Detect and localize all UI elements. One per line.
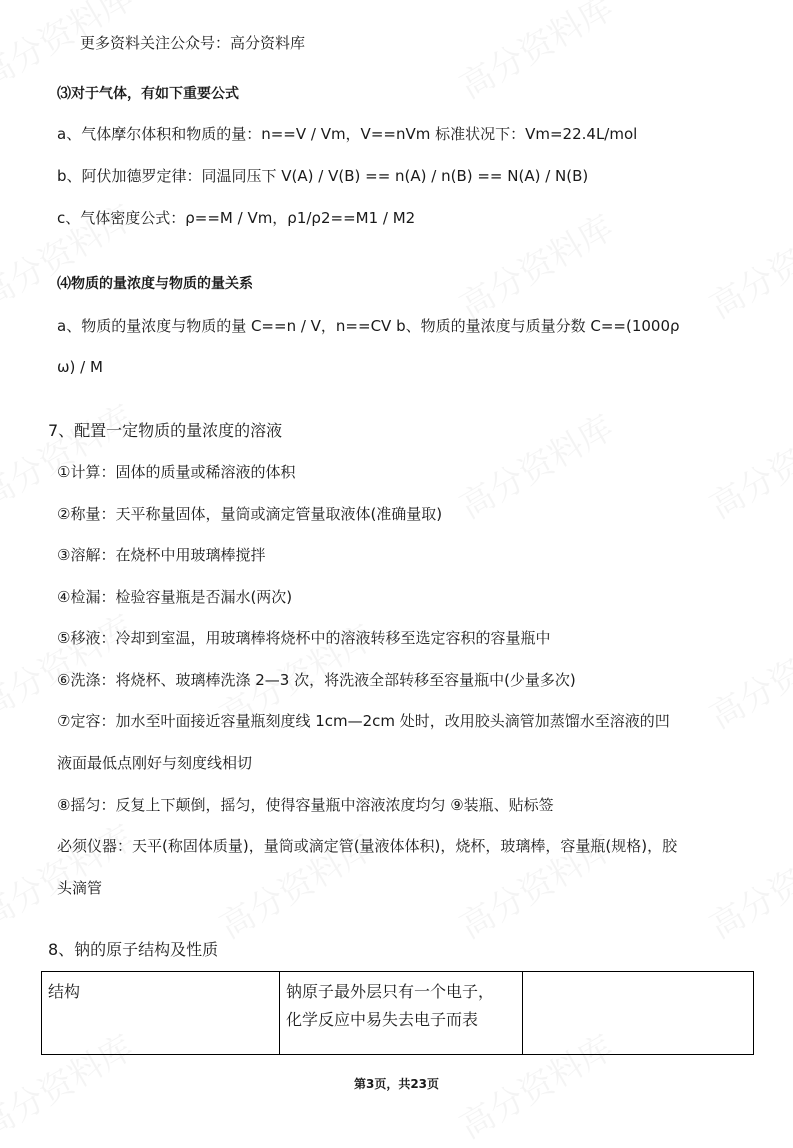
watermark: [699, 821, 793, 948]
structure-content-line-1: 钠原子最外层只有一个电子，: [286, 982, 495, 1001]
step-line: ④检漏：检验容量瓶是否漏水(两次): [57, 588, 293, 606]
watermark: [0, 391, 141, 518]
instruments-line-1: 必须仪器：天平(称固体质量)，量筒或滴定管(量液体体积)，烧杯，玻璃棒，容量瓶(规格)，胶: [57, 837, 678, 855]
watermark: [699, 201, 793, 328]
watermark: [699, 401, 793, 528]
section3-line-a: a、气体摩尔体积和物质的量：n==V / Vm，V==nVm 标准状况下：Vm=22.4L/mol: [57, 125, 638, 143]
table-cell-empty: [523, 972, 754, 1055]
step-line: ③溶解：在烧杯中用玻璃棒搅拌: [57, 546, 266, 564]
item8-title: 8、钠的原子结构及性质: [48, 940, 219, 959]
step-line: 液面最低点刚好与刻度线相切: [57, 754, 253, 772]
structure-label: 结构: [48, 982, 81, 1001]
section4-heading: ⑷物质的量浓度与物质的量关系: [57, 276, 253, 292]
step-line: ⑤移液：冷却到室温，用玻璃棒将烧杯中的溶液转移至选定容积的容量瓶中: [57, 629, 551, 647]
section3-heading: ⑶对于气体，有如下重要公式: [57, 86, 239, 102]
step-line: ⑧摇匀：反复上下颠倒，摇匀，使得容量瓶中溶液浓度均匀 ⑨装瓶、贴标签: [57, 796, 554, 814]
watermark: [0, 811, 141, 938]
section4-line-1: a、物质的量浓度与物质的量 C==n / V，n==CV b、物质的量浓度与质量分数 C==(1000ρ: [57, 317, 680, 335]
watermark: [449, 401, 621, 528]
watermark: [449, 201, 621, 328]
step-line: ⑦定容：加水至叶面接近容量瓶刻度线 1cm—2cm 处时，改用胶头滴管加蒸馏水至溶液的凹: [57, 712, 670, 730]
watermark: [0, 601, 141, 728]
item7-title: 7、配置一定物质的量浓度的溶液: [48, 421, 283, 440]
table-cell-label: [42, 972, 280, 1055]
table-cell-content: [280, 972, 523, 1055]
watermark: [449, 0, 621, 108]
page-footer: 第3页，共23页: [353, 1077, 440, 1091]
step-line: ①计算：固体的质量或稀溶液的体积: [57, 463, 296, 481]
sodium-structure-table: [41, 971, 754, 1055]
structure-content-line-2: 化学反应中易失去电子而表: [286, 1010, 479, 1029]
instruments-line-2: 头滴管: [57, 879, 103, 897]
step-line: ⑥洗涤：将烧杯、玻璃棒洗涤 2—3 次，将洗液全部转移至容量瓶中(少量多次): [57, 671, 576, 689]
watermark: [699, 611, 793, 738]
section3-line-b: b、阿伏加德罗定律：同温同压下 V(A) / V(B) == n(A) / n(B) == N(A) / N(B): [57, 167, 589, 185]
section4-line-2: ω) / M: [57, 358, 103, 376]
top-note: 更多资料关注公众号：高分资料库: [80, 34, 306, 52]
table-row: [42, 972, 754, 1055]
step-line: ②称量：天平称量固体，量筒或滴定管量取液体(准确量取): [57, 505, 443, 523]
section3-line-c: c、气体密度公式：ρ==M / Vm，ρ1/ρ2==M1 / M2: [57, 209, 416, 227]
